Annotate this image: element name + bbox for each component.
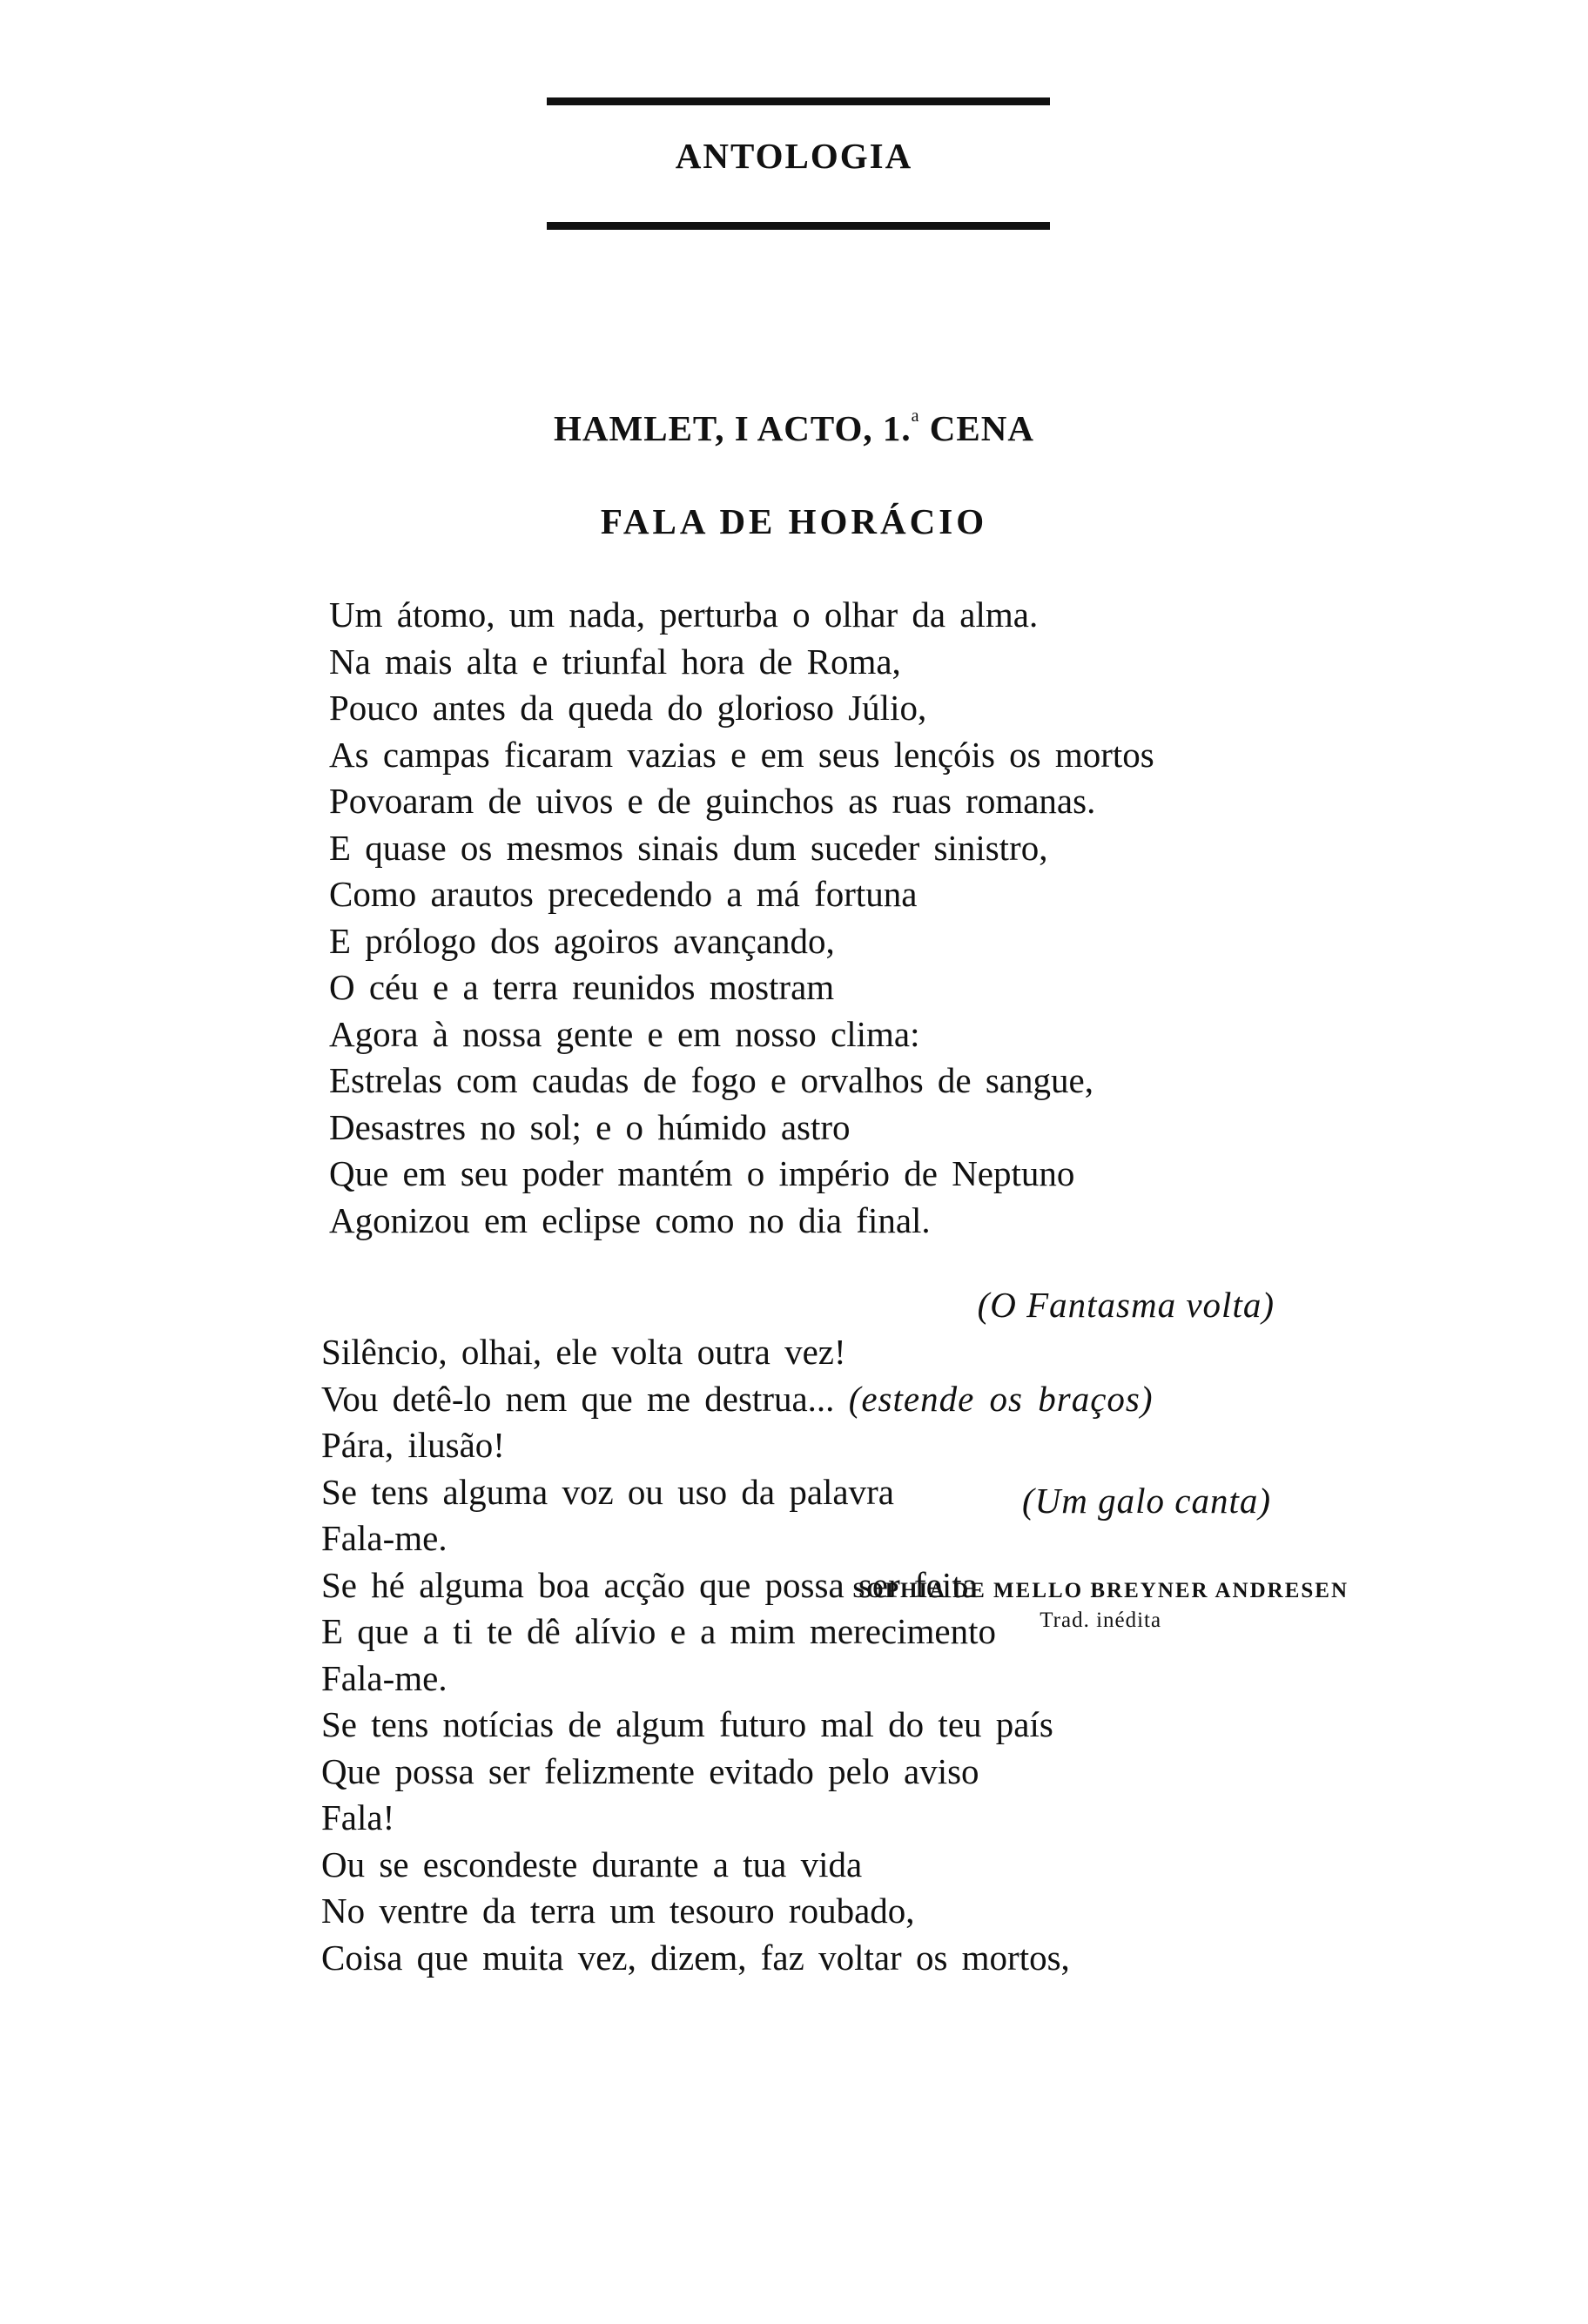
stanza-1 — [329, 592, 1154, 1244]
verse-line: Se tens notícias de algum futuro mal do teu país — [321, 1704, 1053, 1744]
verse-line: Pouco antes da queda do glorioso Júlio, — [329, 688, 927, 728]
verse-line: Desastres no sol; e o húmido astro — [329, 1106, 851, 1147]
play-title-ordinal: a — [911, 406, 920, 426]
verse-text: Vou detê-lo nem que me destrua... — [321, 1378, 849, 1419]
verse-line: O céu e a terra reunidos mostram — [329, 967, 835, 1007]
verse-line: As campas ficaram vazias e em seus lençóis os mortos — [329, 734, 1154, 775]
speech-heading: FALA DE HORÁCIO — [600, 501, 988, 541]
verse-line: Que possa ser felizmente evitado pelo aviso — [321, 1750, 979, 1791]
verse-line: Fala! — [321, 1797, 395, 1837]
verse-line: Na mais alta e triunfal hora de Roma, — [329, 641, 901, 682]
top-rule — [547, 97, 1050, 105]
verse-line: E que a ti te dê alívio e a mim merecimento — [321, 1611, 996, 1651]
attribution — [852, 1579, 1349, 1633]
play-title — [0, 407, 1588, 449]
verse-line: Silêncio, olhai, ele volta outra vez! — [321, 1332, 846, 1372]
verse-line: Agonizou em eclipse como no dia final. — [329, 1199, 931, 1240]
verse-line — [321, 1376, 1154, 1423]
stanza-2 — [321, 1329, 1154, 1981]
verse-line: Fala-me. — [321, 1657, 447, 1698]
stage-direction-inline: (estende os braços) — [848, 1378, 1154, 1419]
verse-line: No ventre da terra um tesouro roubado, — [321, 1891, 915, 1931]
bottom-rule — [547, 222, 1050, 230]
verse-line: Povoaram de uivos e de guinchos as ruas romanas. — [329, 781, 1096, 821]
verse-line: Ou se escondeste durante a tua vida — [321, 1844, 863, 1884]
play-title-main: HAMLET, I ACTO, 1. — [554, 408, 912, 448]
verse-line: Coisa que muita vez, dizem, faz voltar os mortos, — [321, 1937, 1070, 1978]
verse-line: E prólogo dos agoiros avançando, — [329, 920, 835, 961]
author-name: SOPHIA DE MELLO BREYNER ANDRESEN — [852, 1579, 1349, 1602]
verse-line: Fala-me. — [321, 1518, 447, 1558]
stage-direction-cock-crows: (Um galo canta) — [1021, 1481, 1271, 1521]
verse-line: Agora à nossa gente e em nosso clima: — [329, 1013, 920, 1054]
verse-line: Um átomo, um nada, perturba o olhar da alma. — [329, 594, 1039, 635]
verse-line: Se tens alguma voz ou uso da palavra — [321, 1471, 894, 1512]
section-heading: ANTOLOGIA — [675, 136, 913, 176]
verse-line: Como arautos precedendo a má fortuna — [329, 874, 918, 914]
play-title-scene: CENA — [919, 408, 1034, 448]
stage-direction-ghost-returns: (O Fantasma volta) — [977, 1285, 1275, 1325]
verse-line: Estrelas com caudas de fogo e orvalhos de sangue, — [329, 1060, 1093, 1100]
translation-note: Trad. inédita — [1040, 1609, 1162, 1632]
verse-line: E quase os mesmos sinais dum suceder sinistro, — [329, 827, 1048, 868]
verse-line: Pára, ilusão! — [321, 1425, 505, 1465]
verse-line: Que em seu poder mantém o império de Neptuno — [329, 1153, 1075, 1193]
verse-line: Se hé alguma boa acção que possa ser feita — [321, 1564, 978, 1605]
